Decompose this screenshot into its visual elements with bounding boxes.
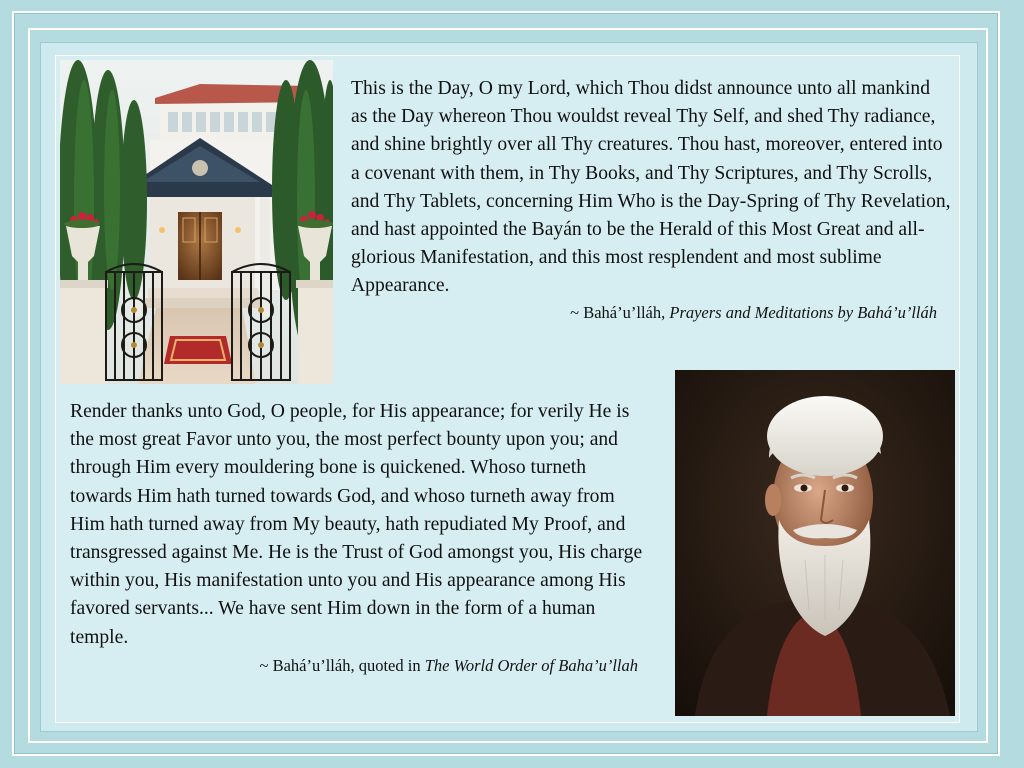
quote-attribution <box>70 655 638 677</box>
attribution-source-title: Prayers and Meditations by Bahá’u’lláh <box>669 302 937 322</box>
attribution-author: ~ Bahá’u’lláh, quoted in <box>259 655 425 675</box>
quote-world-order <box>70 398 650 677</box>
quote-prayers-and-meditations <box>351 75 951 324</box>
quote-text: Render thanks unto God, O people, for His appearance; for verily He is the most great Favor unto you, the most perfect bounty upon you; and through Him every mouldering bone is quickened. Whoso turneth towards Him hath turned towards God, and whoso turneth away from Him hath turned away from My beauty, hath repudiated My Proof, and transgressed against Me. He is the Trust of God amongst you, His charge within you, His manifestation unto you and His appearance among His favored servants... We have sent Him down in the form of a human temple. <box>70 401 643 648</box>
shrine-garden-photo <box>60 60 333 384</box>
attribution-author: ~ Bahá’u’lláh, <box>570 302 670 322</box>
quote-attribution <box>351 302 937 324</box>
attribution-source-title: The World Order of Baha’u’llah <box>424 655 638 675</box>
portrait-photo <box>675 370 955 716</box>
quote-text: This is the Day, O my Lord, which Thou didst announce unto all mankind as the Day whereon Thou wouldst reveal Thy Self, and shed Thy radiance, and shine brightly over all Thy creatures. Thou hast, moreover, entered into a covenant with them, in Thy Books, and Thy Scriptures, and Thy Scrolls, and Thy Tablets, concerning Him Who is the Day-Spring of Thy Revelation, and hast appointed the Bayán to be the Herald of this Most Great and all-glorious Manifestation, and this most resplendent and most sublime Appearance. <box>351 78 951 297</box>
